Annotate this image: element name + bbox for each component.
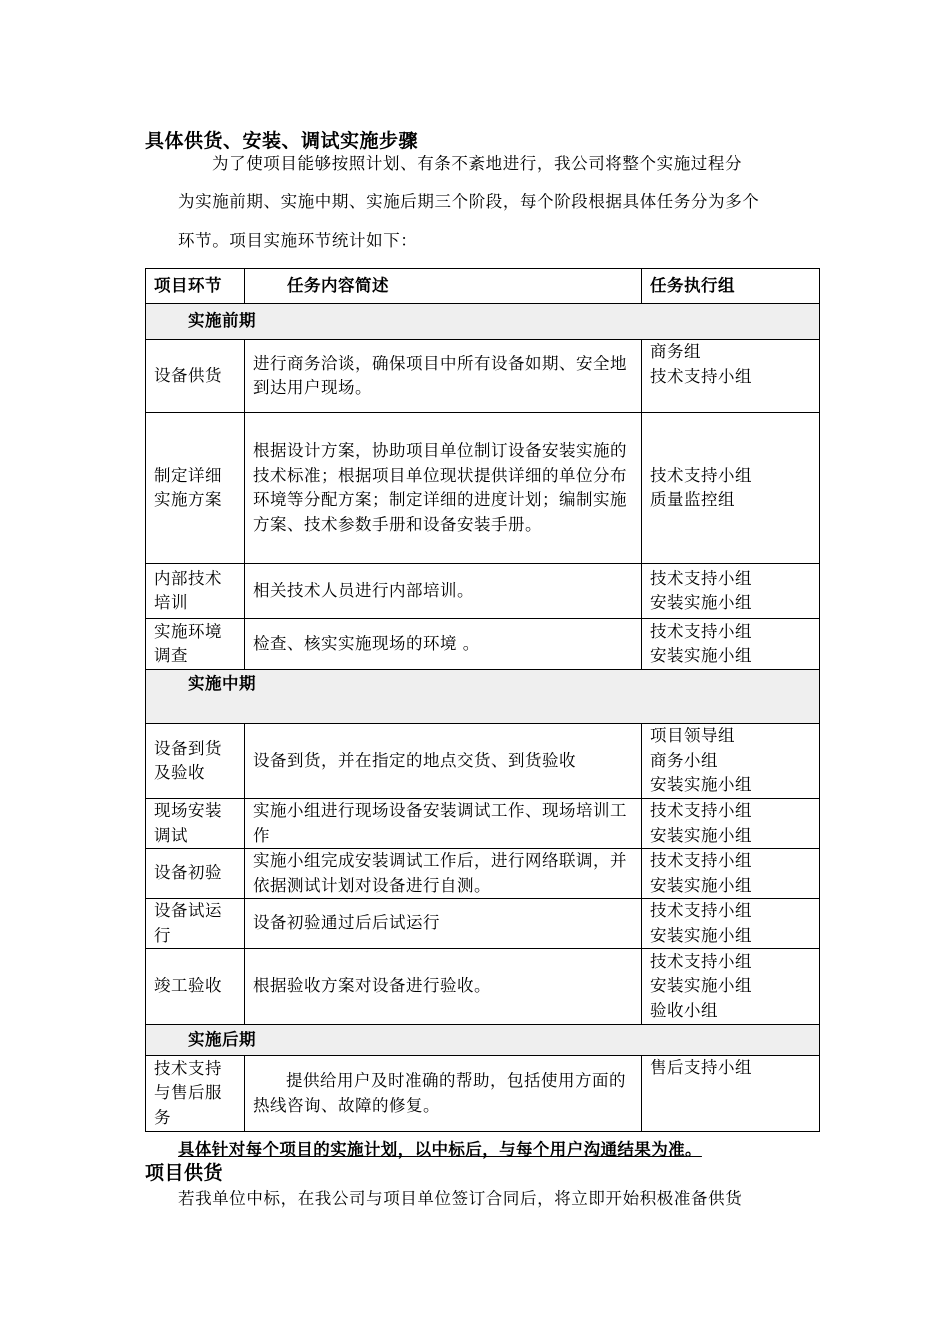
groups-cell <box>642 849 820 899</box>
step-cell: 技术支持与售后服务 <box>146 1056 245 1132</box>
desc-cell: 设备初验通过后后试运行 <box>245 899 642 949</box>
desc-cell: 提供给用户及时准确的帮助，包括使用方面的热线咨询、故障的修复。 <box>245 1056 642 1132</box>
desc-cell: 检查、核实实施现场的环境 。 <box>245 619 642 670</box>
group-item: 技术支持小组 <box>650 568 752 588</box>
group-item: 技术支持小组 <box>650 801 752 820</box>
group-item: 安装实施小组 <box>650 593 752 612</box>
group-item: 安装实施小组 <box>650 925 752 945</box>
group-item: 商务组 <box>650 342 701 361</box>
group-item: 技术支持小组 <box>650 366 752 386</box>
phase-row-late <box>146 1025 820 1056</box>
groups-cell <box>642 949 820 1025</box>
implementation-note: 具体针对每个项目的实施计划，以中标后，与每个用户沟通结果为准。 <box>178 1140 702 1159</box>
desc-cell: 实施小组进行现场设备安装调试工作、现场培训工作 <box>245 799 642 849</box>
group-item: 质量监控组 <box>650 490 735 509</box>
desc-cell: 实施小组完成安装调试工作后，进行网络联调，并依据测试计划对设备进行自测。 <box>245 849 642 899</box>
desc-cell: 进行商务洽谈，确保项目中所有设备如期、安全地到达用户现场。 <box>245 340 642 413</box>
step-cell: 设备试运行 <box>146 899 245 949</box>
header-desc: 任务内容简述 <box>245 269 642 304</box>
group-item: 技术支持小组 <box>650 465 752 485</box>
header-groups: 任务执行组 <box>642 269 820 304</box>
intro-line-3: 环节。项目实施环节统计如下： <box>178 231 418 250</box>
desc-cell: 相关技术人员进行内部培训。 <box>245 564 642 619</box>
table-row <box>146 899 820 949</box>
step-cell: 设备供货 <box>146 340 245 413</box>
group-item: 安装实施小组 <box>650 775 752 795</box>
groups-cell <box>642 619 820 670</box>
desc-cell: 根据验收方案对设备进行验收。 <box>245 949 642 1025</box>
step-cell: 内部技术培训 <box>146 564 245 619</box>
phase-label: 实施后期 <box>188 1029 256 1049</box>
group-item: 售后支持小组 <box>650 1058 752 1077</box>
group-item: 项目领导组 <box>650 726 735 746</box>
table-row <box>146 340 820 413</box>
table-row <box>146 619 820 670</box>
group-item: 技术支持小组 <box>650 951 752 971</box>
groups-cell <box>642 340 820 413</box>
table-row <box>146 799 820 849</box>
phase-label: 实施中期 <box>188 674 256 693</box>
group-item: 技术支持小组 <box>650 851 752 870</box>
phase-label: 实施前期 <box>188 311 256 331</box>
group-item: 安装实施小组 <box>650 875 752 895</box>
header-step: 项目环节 <box>146 269 245 304</box>
step-cell: 制定详细实施方案 <box>146 413 245 564</box>
table-row <box>146 413 820 564</box>
table-row <box>146 949 820 1025</box>
section-title-supply: 项目供货 <box>145 1162 224 1184</box>
groups-cell <box>642 799 820 849</box>
group-item: 安装实施小组 <box>650 825 752 845</box>
step-cell: 设备初验 <box>146 849 245 899</box>
intro-line-1: 为了使项目能够按照计划、有条不紊地进行，我公司将整个实施过程分 <box>212 154 743 173</box>
table-row <box>146 849 820 899</box>
group-item: 安装实施小组 <box>650 646 752 665</box>
intro-line-2: 为实施前期、实施中期、实施后期三个阶段，每个阶段根据具体任务分为多个 <box>178 192 760 211</box>
phase-row-early <box>146 304 820 340</box>
step-cell: 实施环境调查 <box>146 619 245 670</box>
groups-cell <box>642 724 820 799</box>
groups-cell <box>642 899 820 949</box>
groups-cell <box>642 564 820 619</box>
desc-cell: 根据设计方案，协助项目单位制订设备安装实施的技术标准；根据项目单位现状提供详细的单位分布环境等分配方案；制定详细的进度计划；编制实施方案、技术参数手册和设备安装手册。 <box>245 413 642 564</box>
group-item: 技术支持小组 <box>650 621 752 641</box>
groups-cell <box>642 413 820 564</box>
table-row <box>146 564 820 619</box>
groups-cell <box>642 1056 820 1132</box>
desc-cell: 设备到货，并在指定的地点交货、到货验收 <box>245 724 642 799</box>
phase-row-middle <box>146 670 820 724</box>
step-cell: 竣工验收 <box>146 949 245 1025</box>
step-cell: 设备到货及验收 <box>146 724 245 799</box>
table-row <box>146 1056 820 1132</box>
table-row <box>146 724 820 799</box>
group-item: 商务小组 <box>650 750 718 770</box>
step-cell: 现场安装调试 <box>146 799 245 849</box>
implementation-table <box>145 268 820 1132</box>
supply-text: 若我单位中标，在我公司与项目单位签订合同后，将立即开始积极准备供货 <box>178 1189 743 1208</box>
section-title: 具体供货、安装、调试实施步骤 <box>145 130 419 152</box>
group-item: 技术支持小组 <box>650 901 752 920</box>
table-header-row <box>146 269 820 304</box>
group-item: 安装实施小组 <box>650 976 752 996</box>
group-item: 验收小组 <box>650 1000 718 1020</box>
